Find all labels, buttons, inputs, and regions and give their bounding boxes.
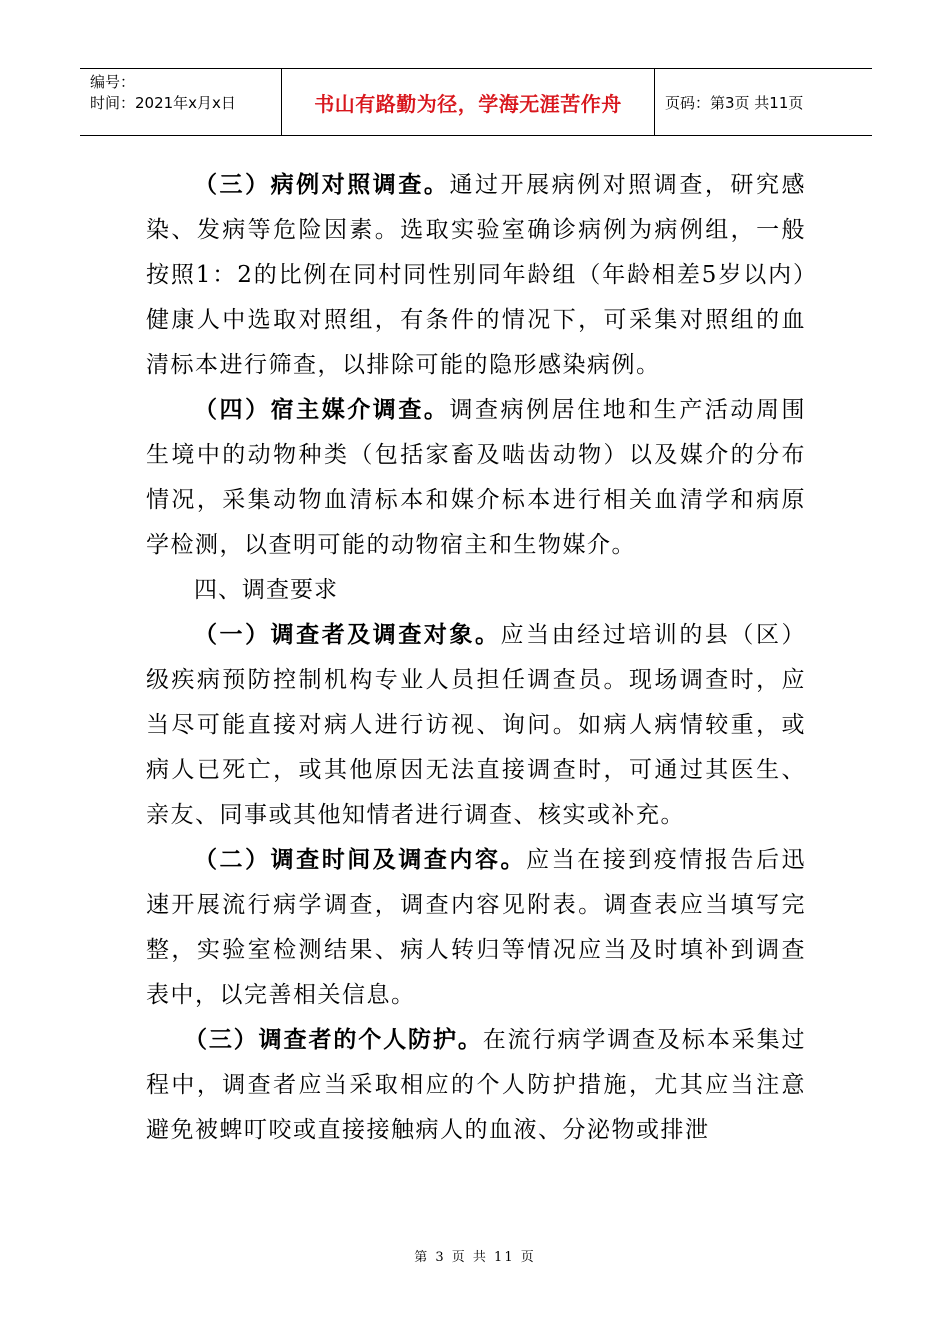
header-page-info: 页码：第3页 共11页 xyxy=(665,93,804,112)
paragraph-text: 通过开展病例对照调查，研究感染、发病等危险因素。选取实验室确诊病例为病例组，一般按照1：2的比例在同村同性别同年龄组（年龄相差5岁以内）健康人中选取对照组，有条件的情况下，可采集对照组的血清标本进行筛查，以排除可能的隐形感染病例。 xyxy=(146,172,807,378)
paragraph-lead: （三）病例对照调查。 xyxy=(194,172,450,198)
time-label: 时间：2021年x月x日 xyxy=(90,94,236,112)
paragraph-text: 应当在接到疫情报告后迅速开展流行病学调查，调查内容见附表。调查表应当填写完整，实验室检测结果、病人转归等情况应当及时填补到调查表中，以完善相关信息。 xyxy=(146,847,807,1008)
paragraph-lead: （三）调查者的个人防护。 xyxy=(184,1027,483,1053)
page-footer: 第 3 页 共 11 页 xyxy=(414,1250,536,1265)
header-motto: 书山有路勤为径，学海无涯苦作舟 xyxy=(282,69,655,135)
paragraph-lead: （二）调查时间及调查内容。 xyxy=(194,847,527,873)
section-title: 四、调查要求 xyxy=(194,577,338,603)
paragraph-case-control xyxy=(146,163,806,388)
paragraph-text: 调查病例居住地和生产活动周围生境中的动物种类（包括家畜及啮齿动物）以及媒介的分布情况，采集动物血清标本和媒介标本进行相关血清学和病原学检测，以查明可能的动物宿主和生物媒介。 xyxy=(146,397,807,558)
paragraph-lead: （四）宿主媒介调查。 xyxy=(194,397,450,423)
paragraph-host-vector xyxy=(146,388,806,568)
paragraph-text: 应当由经过培训的县（区）级疾病预防控制机构专业人员担任调查员。现场调查时，应当尽可能直接对病人进行访视、询问。如病人病情较重，或病人已死亡，或其他原因无法直接调查时，可通过其医生、亲友、同事或其他知情者进行调查、核实或补充。 xyxy=(146,622,807,828)
code-label: 编号： xyxy=(90,73,136,91)
document-body xyxy=(146,163,806,1153)
paragraph-lead: （一）调查者及调查对象。 xyxy=(194,622,501,648)
header-meta xyxy=(80,69,282,135)
paragraph-protection xyxy=(146,1018,806,1153)
paragraph-time-content xyxy=(146,838,806,1018)
paragraph-investigators xyxy=(146,613,806,838)
page-header xyxy=(80,68,872,136)
paragraph-text: 在流行病学调查及标本采集过程中，调查者应当采取相应的个人防护措施，尤其应当注意避免被蜱叮咬或直接接触病人的血液、分泌物或排泄 xyxy=(146,1027,807,1143)
